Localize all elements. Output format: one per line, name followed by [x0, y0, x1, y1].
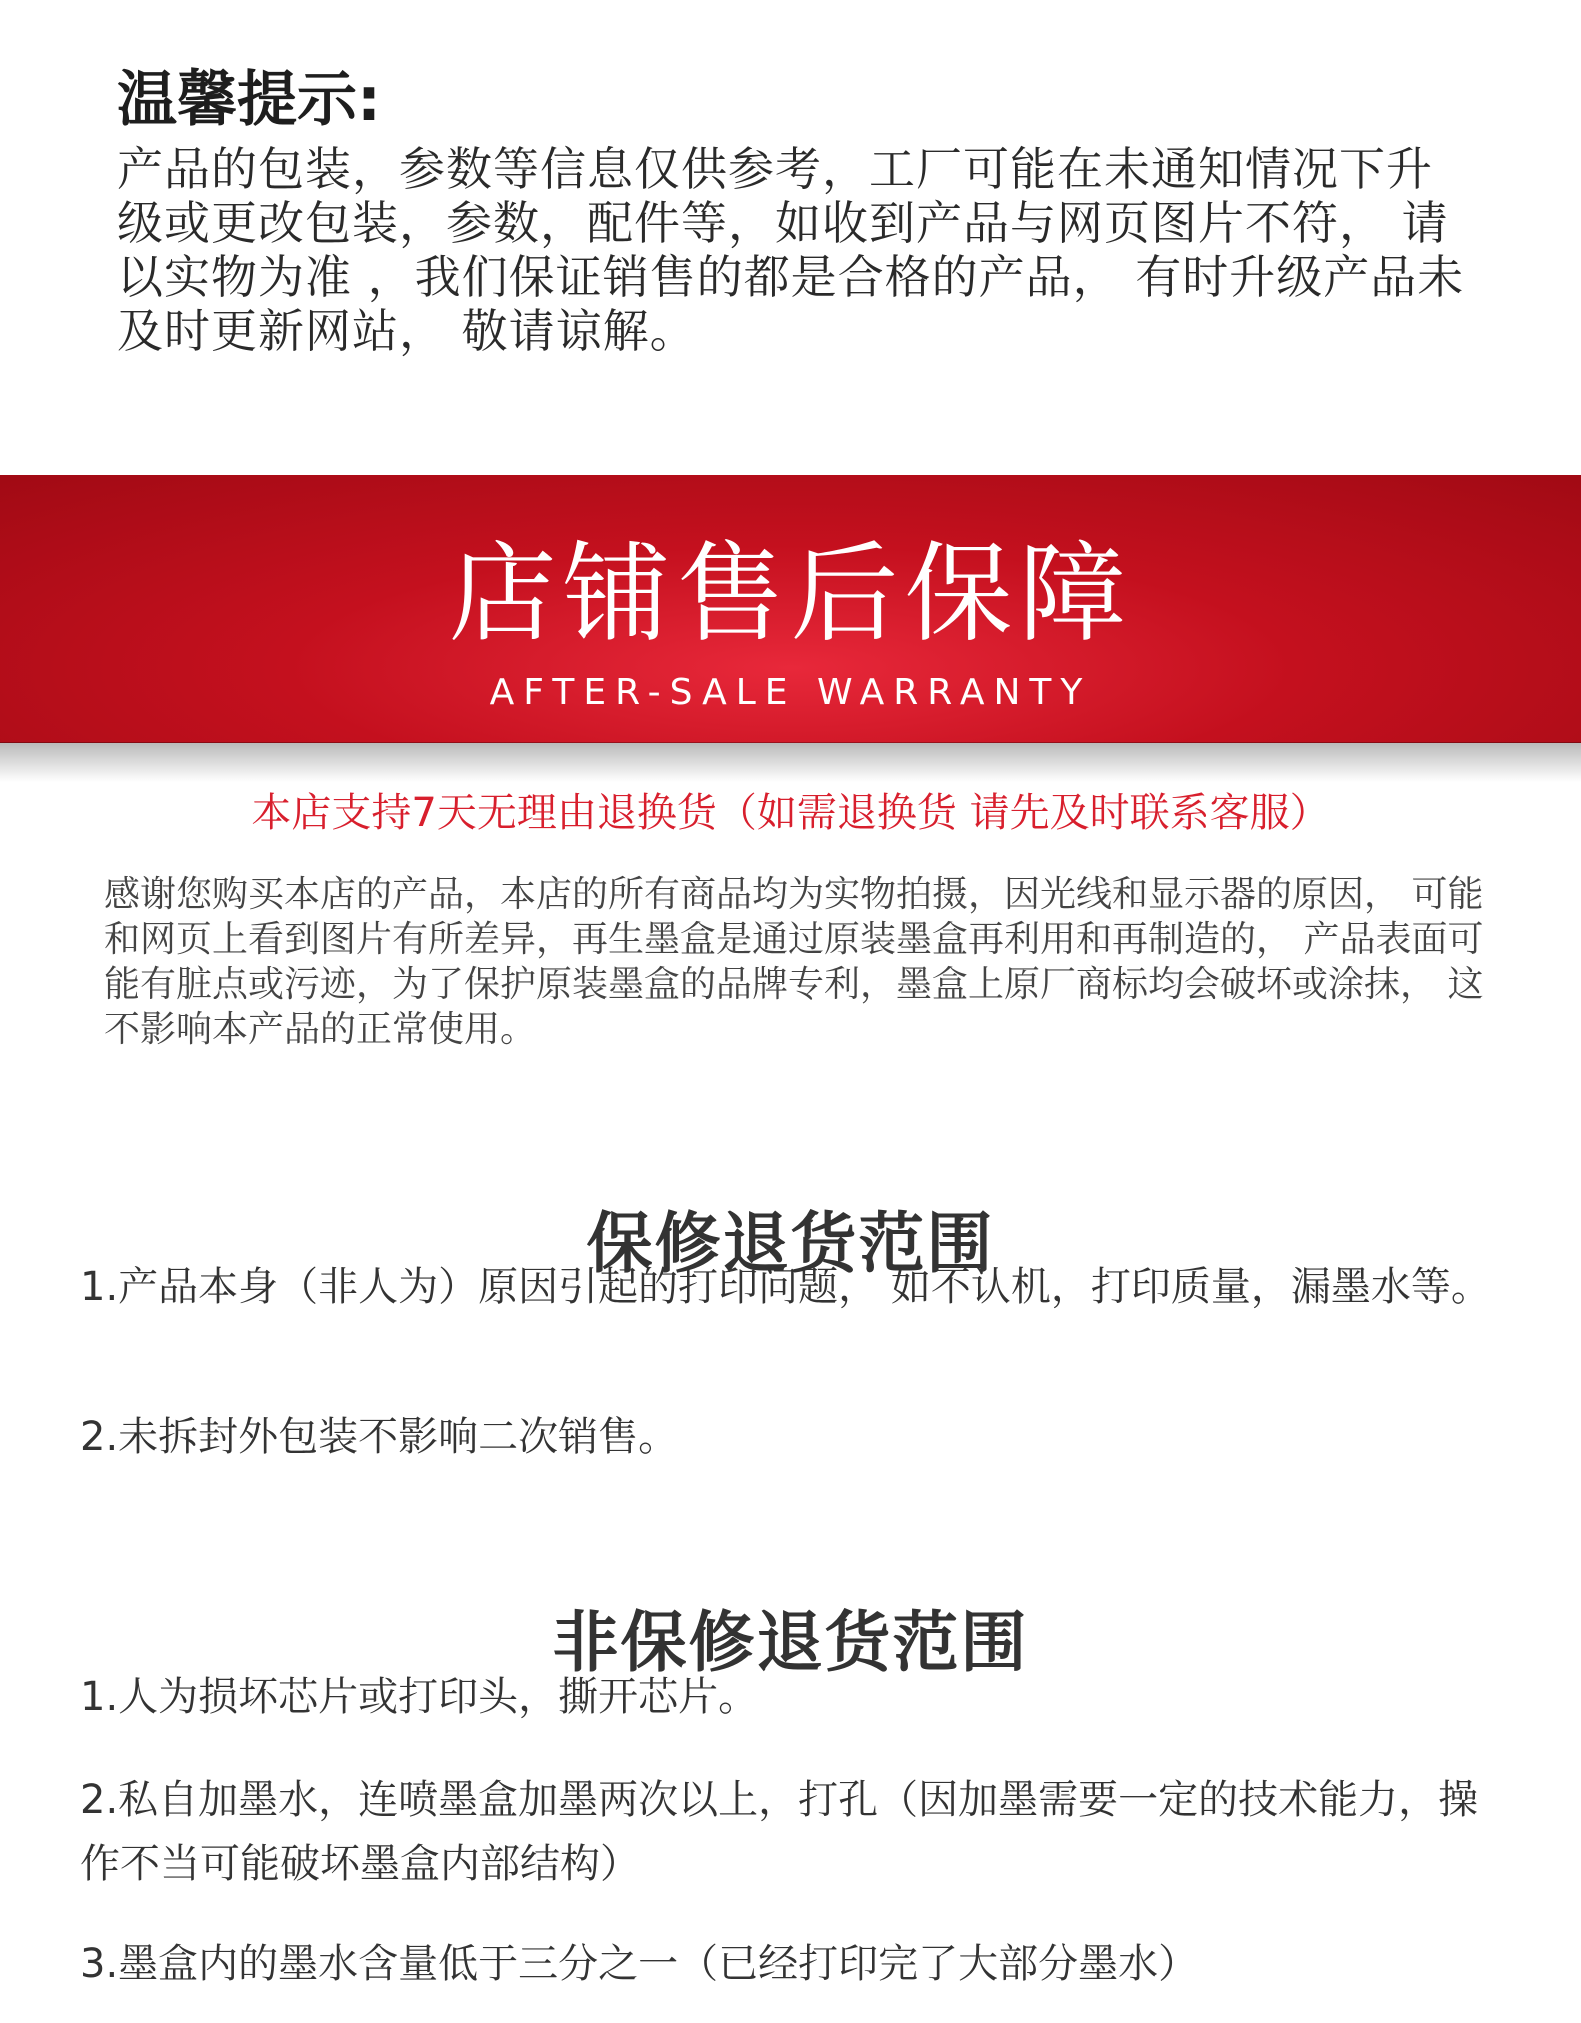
warranty-scope-title: 保修退货范围 [586, 1205, 995, 1282]
notice-body: 产品的包装，参数等信息仅供参考，工厂可能在未通知情况下升级或更改包装，参数，配件等，如收到产品与网页图片不符， 请以实物为准 ，我们保证销售的都是合格的产品， 有时升级产品未及时更新网站， 敬请谅解。 [117, 142, 1465, 358]
warranty-scope-item-1: 1.产品本身（非人为）原因引起的打印问题， 如不认机，打印质量，漏墨水等。 [80, 1264, 1491, 1310]
non-warranty-scope-item-3: 3.墨盒内的墨水含量低于三分之一（已经打印完了大部分墨水） [80, 1941, 1199, 1987]
after-sale-banner [0, 475, 1581, 743]
non-warranty-scope-item-1: 1.人为损坏芯片或打印头，撕开芯片。 [80, 1674, 759, 1720]
non-warranty-scope-title: 非保修退货范围 [552, 1604, 1029, 1681]
non-warranty-scope-item-2: 2.私自加墨水，连喷墨盒加墨两次以上，打孔（因加墨需要一定的技术能力，操作不当可能破坏墨盒内部结构） [80, 1777, 1479, 1887]
thanks-paragraph: 感谢您购买本店的产品，本店的所有商品均为实物拍摄，因光线和显示器的原因， 可能和网页上看到图片有所差异，再生墨盒是通过原装墨盒再利用和再制造的， 产品表面可能有脏点或污迹，为了保护原装墨盒的品牌专利，墨盒上原厂商标均会破坏或涂抹， 这不影响本产品的正常使用。 [104, 874, 1484, 1050]
banner-subtitle: AFTER-SALE WARRANTY [489, 672, 1092, 713]
banner-title: 店铺售后保障 [448, 532, 1133, 657]
notice-title: 温馨提示: [117, 65, 381, 135]
notice-section [117, 62, 1477, 358]
return-policy-line: 本店支持7天无理由退换货（如需退换货 请先及时联系客服） [251, 790, 1330, 836]
warranty-scope-item-2: 2.未拆封外包装不影响二次销售。 [80, 1414, 679, 1460]
banner-shadow [0, 742, 1581, 782]
